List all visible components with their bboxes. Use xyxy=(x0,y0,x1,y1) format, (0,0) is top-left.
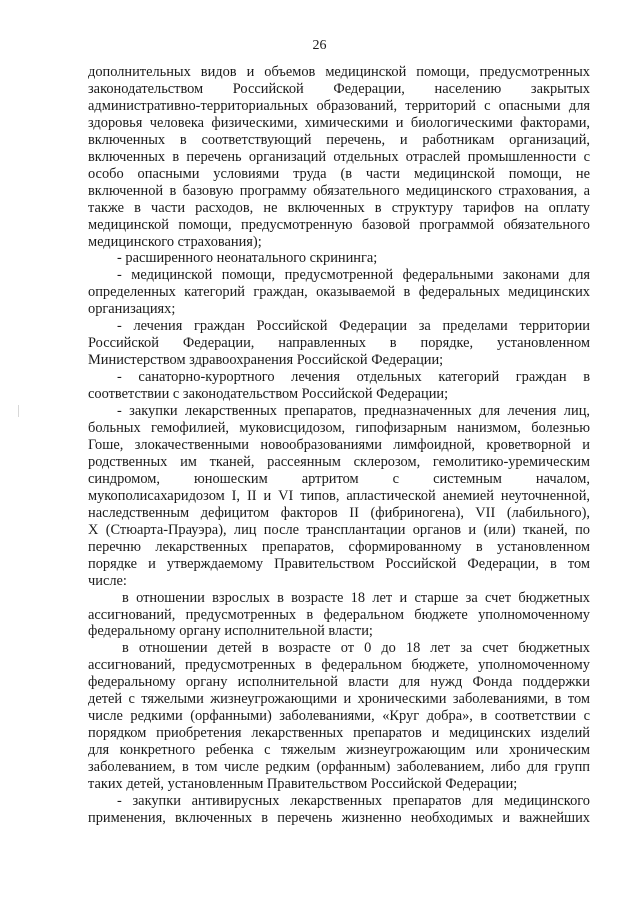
text-line: включенной в базовую программу обязательного медицинского страхования, а xyxy=(88,182,590,199)
text-line: числе редкими (орфанными) заболеваниями, «Круг добра», в соответствии с xyxy=(88,708,590,725)
text-line: - закупки лекарственных препаратов, предназначенных для лечения лиц, xyxy=(117,403,590,420)
text-line: Министерством здравоохранения Российской Федерации; xyxy=(88,352,444,369)
text-line: порядком приобретения лекарственных препаратов и медицинских изделий xyxy=(88,725,590,742)
text-line: синдромом, юношеским артритом с системным началом, xyxy=(88,470,590,487)
text-line: Гоше, злокачественными новообразованиями лимфоидной, кроветворной и xyxy=(88,436,590,453)
text-line: - лечения граждан Российской Федерации за пределами территории xyxy=(117,318,590,335)
text-line: - медицинской помощи, предусмотренной федеральными законами для xyxy=(117,267,590,284)
text-line: числе: xyxy=(88,572,127,589)
text-line: родственных им тканей, рассеянным склерозом, гемолитико-уремическим xyxy=(88,453,590,470)
text-line: больных гемофилией, муковисцидозом, гипофизарным нанизмом, болезнью xyxy=(88,420,590,437)
text-line: дополнительных видов и объемов медицинской помощи, предусмотренных xyxy=(88,64,590,80)
text-line: перечню лекарственных препаратов, сформированному в установленном xyxy=(88,538,590,555)
text-line: - санаторно-курортного лечения отдельных категорий граждан в xyxy=(117,369,590,386)
text-line: федеральному органу исполнительной власти; xyxy=(88,623,373,640)
text-line: включенных в соответствующий перечень, и работникам организаций, xyxy=(88,131,590,148)
text-line: включенных в перечень организаций отдельных отраслей промышленности с xyxy=(88,148,590,165)
text-line: наследственным дефицитом факторов II (фибриногена), VII (лабильного), xyxy=(88,504,590,521)
text-line: особо опасными условиями труда (в части медицинской помощи, не xyxy=(88,165,590,182)
text-line: ассигнований, предусмотренных в федеральном бюджете, уполномоченному xyxy=(88,657,590,674)
text-line: - закупки антивирусных лекарственных препаратов для медицинского xyxy=(117,792,590,809)
document-body xyxy=(88,64,590,827)
text-line: медицинской помощи, предусмотренную базовой программой обязательного xyxy=(88,216,590,233)
text-line: таких детей, установленным Правительством Российской Федерации; xyxy=(88,776,518,793)
page-number: 26 xyxy=(312,38,327,53)
text-line: применения, включенных в перечень жизненно необходимых и важнейших xyxy=(88,809,590,826)
scan-margin-mark xyxy=(18,405,19,417)
text-line: также в части расходов, не включенных в структуру тарифов на оплату xyxy=(88,199,590,216)
text-line: здоровья человека физическими, химическими и биологическими факторами, xyxy=(88,114,590,131)
text-line: заболеванием, в том числе редким (орфанным) заболеванием, либо для групп xyxy=(88,759,590,776)
text-line: законодательством Российской Федерации, населению закрытых xyxy=(88,80,590,97)
text-line: соответствии с законодательством Российской Федерации; xyxy=(88,386,449,403)
text-line: X (Стюарта-Прауэра), лиц после трансплантации органов и (или) тканей, по xyxy=(88,521,590,538)
text-line: определенных категорий граждан, оказываемой в федеральных медицинских xyxy=(88,284,590,301)
text-line: для конкретного ребенка с тяжелым жизнеугрожающим или хроническим xyxy=(88,742,590,759)
text-line: порядке и утверждаемому Правительством Российской Федерации, в том xyxy=(88,555,590,572)
text-line: административно-территориальных образований, территорий с опасными для xyxy=(88,97,590,114)
text-line: ассигнований, предусмотренных в федеральном бюджете уполномоченному xyxy=(88,606,590,623)
text-line: медицинского страхования); xyxy=(88,233,262,250)
text-line: в отношении взрослых в возрасте 18 лет и старше за счет бюджетных xyxy=(122,589,590,606)
text-line: - расширенного неонатального скрининга; xyxy=(117,250,378,267)
text-line: Российской Федерации, направленных в порядке, установленном xyxy=(88,335,590,352)
text-line: федеральному органу исполнительной власти для нужд Фонда поддержки xyxy=(88,674,590,691)
text-line: организациях; xyxy=(88,301,176,318)
text-line: в отношении детей в возрасте от 0 до 18 лет за счет бюджетных xyxy=(122,640,590,657)
text-line: детей с тяжелыми жизнеугрожающими и хроническими заболеваниями, в том xyxy=(88,691,590,708)
text-line: мукополисахаридозом I, II и VI типов, апластической анемией неуточненной, xyxy=(88,487,590,504)
